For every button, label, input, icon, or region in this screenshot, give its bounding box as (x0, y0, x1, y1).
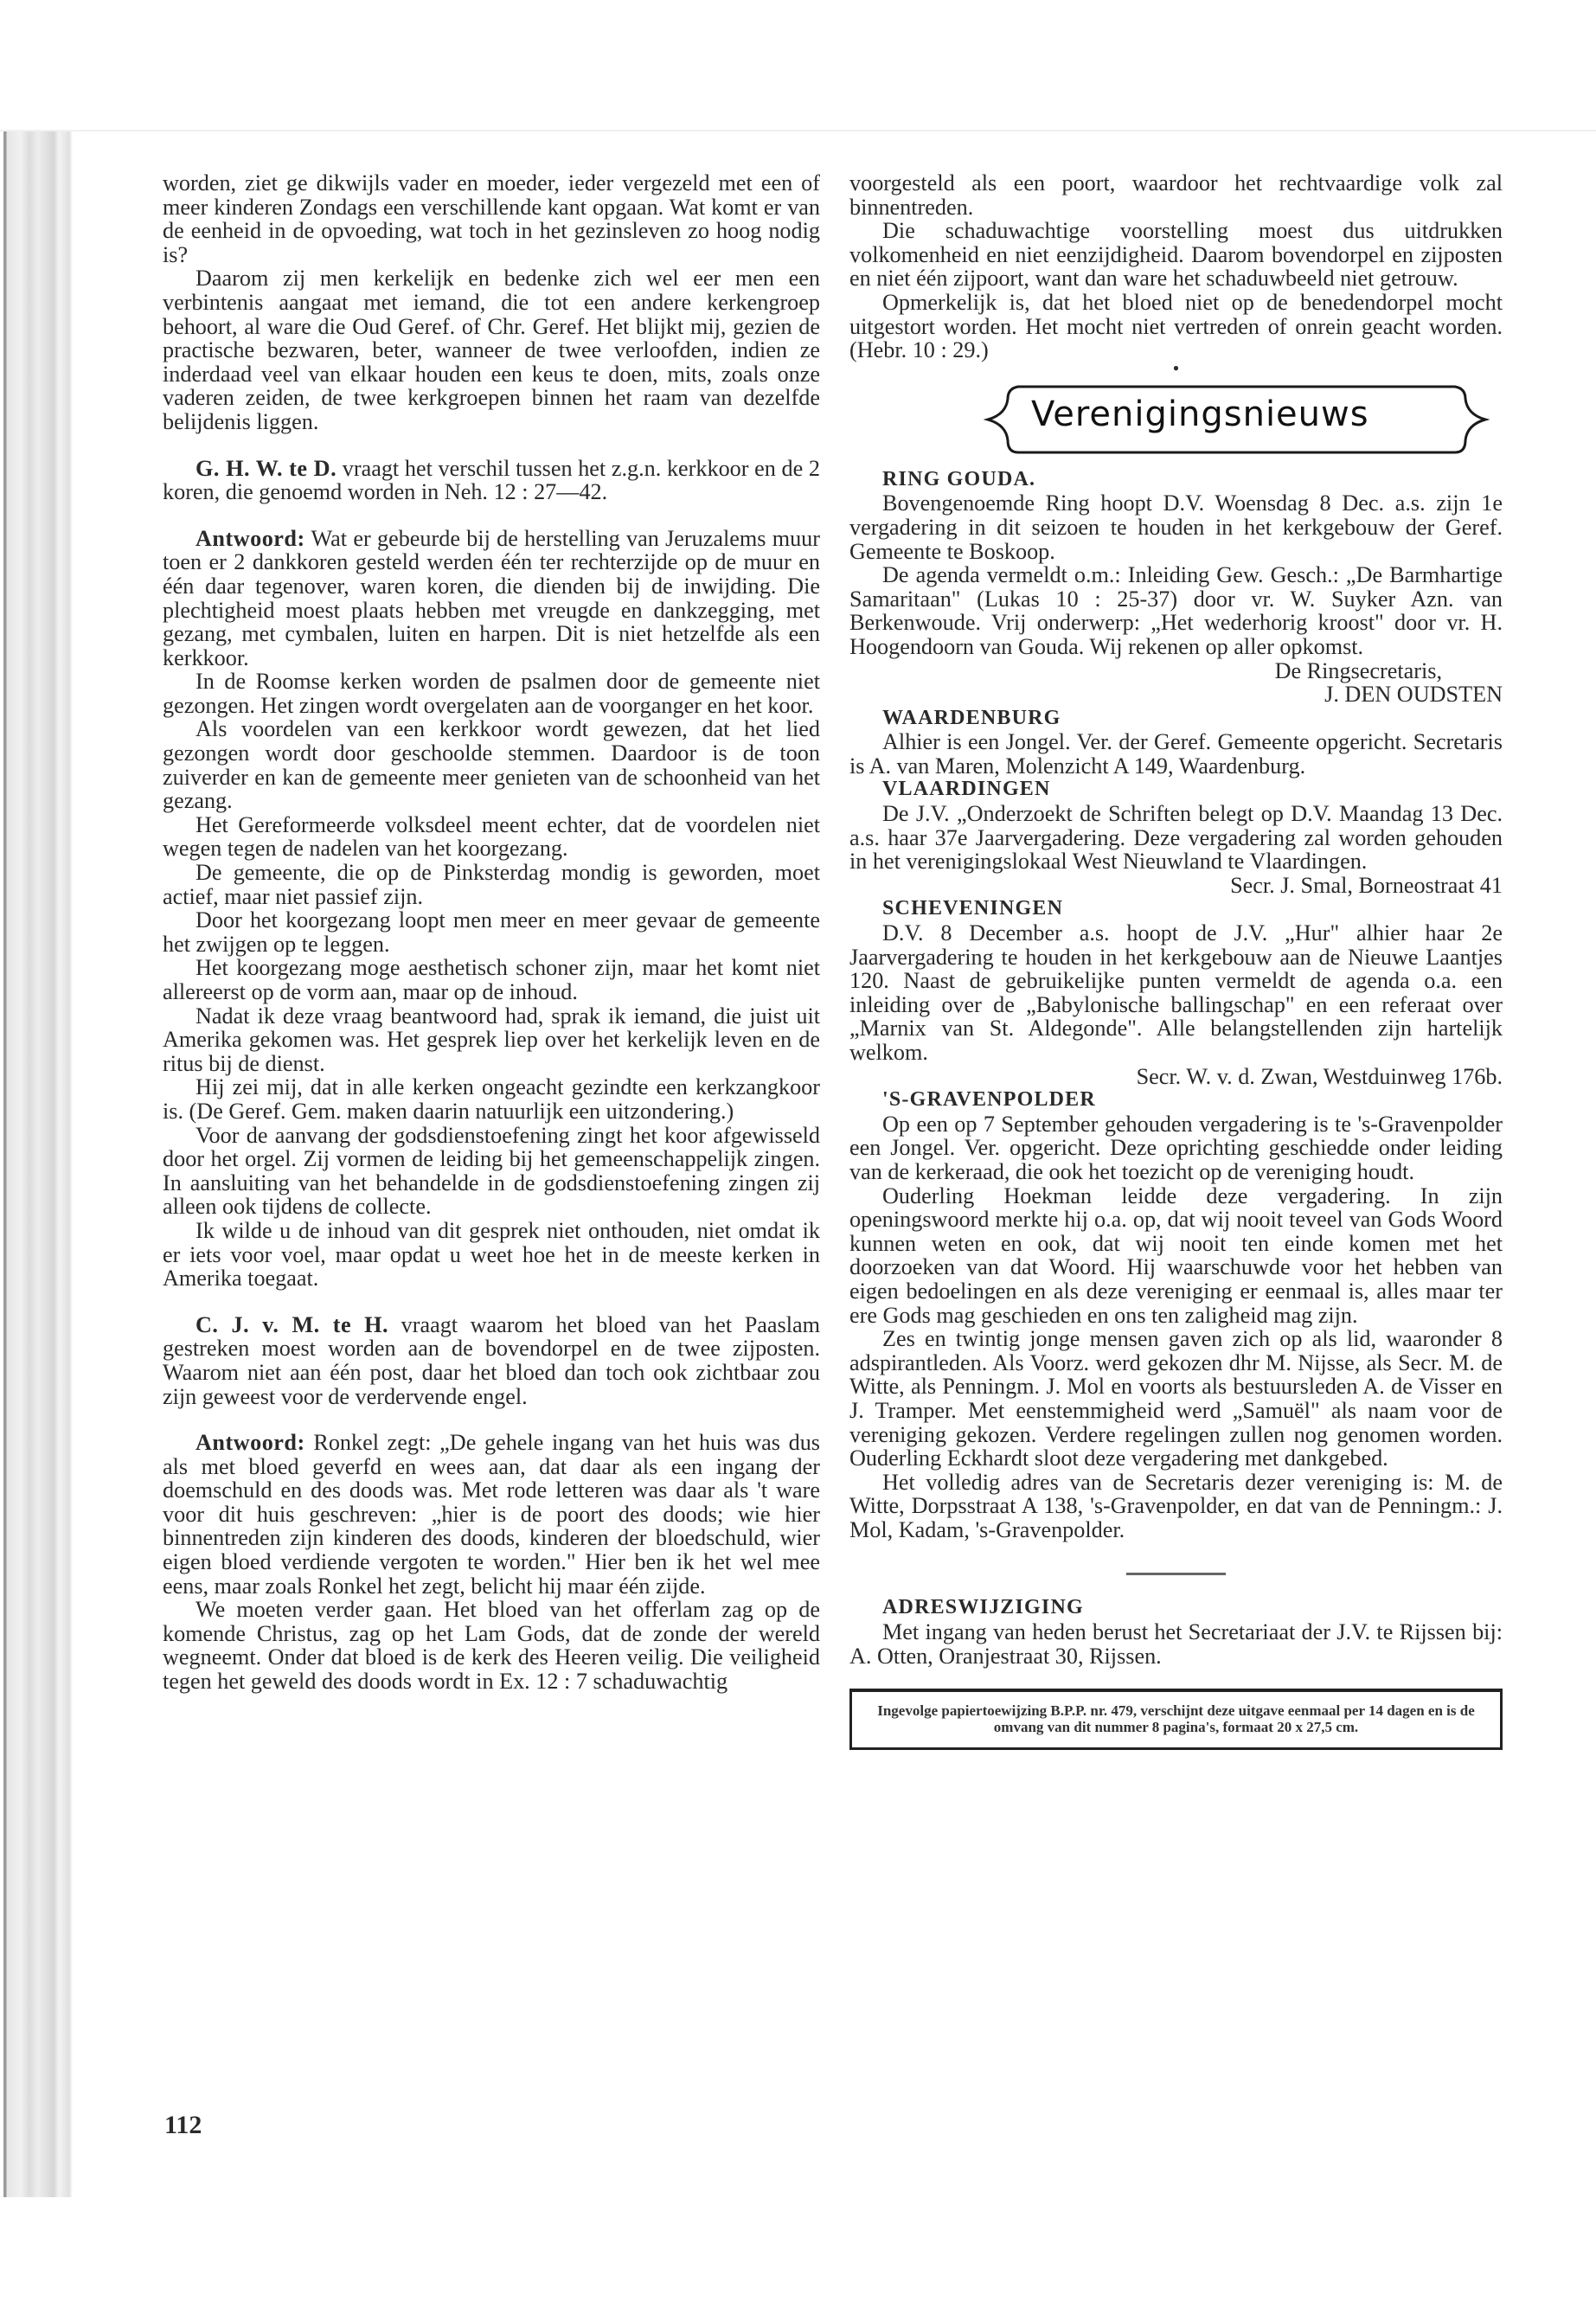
paragraph-text: Ronkel zegt: „De gehele ingang van het huis was dus als met bloed geverfd en wees aan, dat daar als een ingang der doemschuld en des doods was. Met rode letteren was daar als 't ware voor dit huis geschreven: „hier is de poort des doods; wie hier binnentreden zijn kinderen des doods, kinderen der bloedschuld, wier eigen bloed verdiende vergoten te worden." Hier ben ik het wel mee eens, maar zoals Ronkel het zegt, belicht hij maar één zijde. (163, 1430, 820, 1599)
paragraph (163, 1004, 820, 1076)
news-item (849, 1088, 1503, 1541)
paragraph (163, 266, 820, 433)
news-heading: RING GOUDA. (882, 467, 1036, 490)
paragraph (163, 717, 820, 812)
news-signature: Secr. J. Smal, Borneostraat 41 (1230, 872, 1503, 898)
page-number: 112 (164, 2111, 202, 2139)
left-column (163, 171, 820, 1694)
paragraph (163, 956, 820, 1003)
news-signature: De Ringsecretaris, (1274, 657, 1442, 683)
news-paragraph: De J.V. „Onderzoekt de Schriften belegt op D.V. Maandag 13 Dec. a.s. haar 37e Jaarvergadering. Deze vergadering zal worden gehouden in het verenigingslokaal West Nieuwland te Vlaardingen. (849, 801, 1503, 875)
address-change-text: Met ingang van heden berust het Secretariaat der J.V. te Rijssen bij: A. Otten, Oranjestraat 30, Rijssen. (849, 1619, 1503, 1669)
right-intro-text (849, 171, 1503, 362)
question-lead: Antwoord: (195, 1430, 305, 1456)
paragraph-text: We moeten verder gaan. Het bloed van het offerlam zag op de komende Christus, zag op het Lam Gods, dat de zonde der wereld wegneemt. Onder dat bloed is de kerk des Heeren veilig. Die veiligheid tegen het geweld des doods wordt in Ex. 12 : 7 schaduwachtig (163, 1597, 820, 1695)
news-paragraph: Het volledig adres van de Secretaris dezer vereniging is: M. de Witte, Dorpsstraat A 138, 's-Gravenpolder, en dat van de Penningm.: J. Mol, Kadam, 's-Gravenpolder. (849, 1469, 1503, 1542)
right-column (849, 171, 1503, 1750)
paragraph-text: Ik wilde u de inhoud van dit gesprek niet onthouden, niet omdat ik er iets voor voel, maar opdat u weet hoe het in de meeste kerken in Amerika toegaat. (163, 1217, 820, 1292)
paper-allocation-notice: Ingevolge papiertoewijzing B.P.P. nr. 479, verschijnt deze uitgave eenmaal per 14 dagen en is de omvang van dit nummer 8 pagina's, formaat 20 x 27,5 cm. (849, 1689, 1503, 1750)
news-heading: WAARDENBURG (882, 706, 1061, 729)
paragraph-text: Hij zei mij, dat in alle kerken ongeacht gezindte een kerkzangkoor is. (De Geref. Gem. maken daarin natuurlijk een uitzondering.) (163, 1074, 820, 1124)
paragraph-text: worden, ziet ge dikwijls vader en moeder, ieder vergezeld met een of meer kinderen Zondags een verschillende kant opgaan. Wat komt er van de eenheid in de opvoeding, wat toch in het gezinsleven zo hoog nodig is? (163, 170, 820, 267)
news-item (849, 778, 1503, 897)
section-divider (1126, 1573, 1226, 1575)
section-banner-title: Verenigingsnieuws (1031, 394, 1369, 434)
news-signature: Secr. W. v. d. Zwan, Westduinweg 176b. (1136, 1063, 1503, 1089)
paragraph-text: Het Gereformeerde volksdeel meent echter, dat de voordelen niet wegen tegen de nadelen van het koorgezang. (163, 811, 820, 862)
news-item (849, 468, 1503, 707)
paragraph (163, 908, 820, 956)
section-banner (849, 380, 1503, 459)
paragraph (163, 1219, 820, 1291)
news-signature: J. DEN OUDSTEN (1324, 682, 1503, 708)
paragraph (163, 861, 820, 908)
news-item (849, 707, 1503, 779)
paragraph-text: Voor de aanvang der godsdienstoefening zingt het koor afgewisseld door het orgel. Zij vormen de leiding bij het gemeenschappelijk zingen. In aansluiting van het behandelde in de godsdienstoefening zingen zij alleen ook tijdens de collecte. (163, 1122, 820, 1220)
news-heading: SCHEVENINGEN (882, 897, 1064, 920)
question-lead: C. J. v. M. te H. (195, 1311, 389, 1337)
paragraph (163, 1313, 820, 1408)
paragraph-text: Daarom zij men kerkelijk en bedenke zich wel eer men een verbintenis aangaat met iemand, die tot een andere kerkengroep behoort, al ware die Oud Geref. of Chr. Geref. Het blijkt mij, gezien de practische bezwaren, beter, wanneer de twee verloofden, indien ze inderdaad veel van elkaar houden een keus te doen, mits, zoals onze vaderen zeiden, de twee kerkgroepen binnen het raam van dezelfde belijdenis liggen. (163, 266, 820, 434)
page-top-edge (0, 130, 1596, 131)
paragraph-text: Door het koorgezang loopt men meer en meer gevaar de gemeente het zwijgen op te leggen. (163, 907, 820, 957)
paragraph (163, 1124, 820, 1219)
paragraph-text: Als voordelen van een kerkkoor wordt gewezen, dat het lied gezongen wordt door geschoolde stemmen. Daardoor is de toon zuiverder en kan de gemeente meer genieten van de schoonheid van het gezang. (163, 716, 820, 814)
news-list (849, 468, 1503, 1542)
paragraph-text: vraagt waarom het bloed van het Paaslam gestreken moest worden aan de bovendorpel en de twee zijposten. Waarom niet aan één post, daar het bloed dan toch ook zichtbaar zou zijn geweest voor de verdervende engel. (163, 1311, 820, 1409)
address-change-heading: ADRESWIJZIGING (882, 1596, 1084, 1619)
separator-bullet: • (1172, 356, 1180, 379)
paragraph-text: In de Roomse kerken worden de psalmen door de gemeente niet gezongen. Het zingen wordt overgelaten aan de voorganger en het koor. (163, 669, 820, 718)
paragraph (163, 171, 820, 266)
paragraph-text: Het koorgezang moge aesthetisch schoner zijn, maar het komt niet allereerst op de vorm aan, maar op de inhoud. (163, 955, 820, 1004)
paragraph (163, 1075, 820, 1123)
paragraph-text: Nadat ik deze vraag beantwoord had, sprak ik iemand, die juist uit Amerika gekomen was. Het gesprek liep over het kerkelijk leven en de ritus bij de dienst. (163, 1003, 820, 1076)
paragraph (163, 670, 820, 717)
question-lead: G. H. W. te D. (195, 455, 337, 481)
paragraph-text: De gemeente, die op de Pinksterdag mondig is geworden, moet actief, maar niet passief zijn. (163, 860, 820, 909)
paragraph-text: Wat er gebeurde bij de herstelling van Jeruzalems muur toen er 2 dankkoren gesteld werden één ter rechterzijde op de muur en één daar tegenover, waren koren, die dienden bij de inwijding. Die plechtigheid moest plaats hebben met vreugde en dankzegging, met gezang, met cymbalen, luiten en harpen. Dit is niet hetzelfde als een kerkkoor. (163, 525, 820, 670)
paragraph (163, 1598, 820, 1693)
paragraph (163, 527, 820, 670)
news-paragraph: De agenda vermeldt o.m.: Inleiding Gew. Gesch.: „De Barmhartige Samaritaan" (Lukas 10 : 25-37) door vr. W. Suyker Azn. van Berkenwoude. Vrij onderwerp: „Het wederhorig kroost" door vr. H. Hoogendoorn van Gouda. Wij rekenen op aller opkomst. (849, 562, 1503, 659)
paragraph: voorgesteld als een poort, waardoor het rechtvaardige volk zal binnentreden. (849, 170, 1503, 220)
page-binding-shadow (3, 130, 73, 2197)
paragraph: Opmerkelijk is, dat het bloed niet op de benedendorpel mocht uitgestort worden. Het mocht niet vertreden of onrein geacht worden. (Hebr. 10 : 29.) (849, 289, 1503, 363)
paragraph (163, 457, 820, 504)
news-heading: VLAARDINGEN (882, 778, 1051, 801)
paragraph-text: vraagt het verschil tussen het z.g.n. kerkkoor en de 2 koren, die genoemd worden in Neh. 12 : 27—42. (163, 455, 820, 505)
news-paragraph: Ouderling Hoekman leidde deze vergadering. In zijn openingswoord merkte hij o.a. op, dat wij nooit teveel van Gods Woord kunnen weten en ook, dat wij nooit ten einde komen met het doorzoeken van dat Woord. Hij waarschuwde voor het hebben van eigen bedoelingen en als deze vereniging er eenmaal is, alles maar ter ere Gods mag geschieden en ons ten zaligheid mag zijn. (849, 1183, 1503, 1328)
news-paragraph: Op een op 7 September gehouden vergadering is te 's-Gravenpolder een Jongel. Ver. opgericht. Deze oprichting geschiedde onder leiding van de kerkeraad, die ook het toezicht op de vereniging houdt. (849, 1111, 1503, 1184)
news-paragraph: Bovengenoemde Ring hoopt D.V. Woensdag 8 Dec. a.s. zijn 1e vergadering in dit seizoen te houden in het kerkgebouw der Geref. Gemeente te Boskoop. (849, 490, 1503, 564)
news-paragraph: Zes en twintig jonge mensen gaven zich op als lid, waaronder 8 adspirantleden. Als Voorz. werd gekozen dhr M. Nijsse, als Secr. M. de Witte, als Penningm. J. Mol en voorts als bestuursleden A. de Visser en J. Tramper. Met eenstemmigheid werd „Samuël" als naam voor de vereniging gekozen. Verdere regelingen zullen nog genomen worden. Ouderling Eckhardt sloot deze vergadering met dankgebed. (849, 1326, 1503, 1471)
question-lead: Antwoord: (195, 525, 305, 551)
news-paragraph: Alhier is een Jongel. Ver. der Geref. Gemeente opgericht. Secretaris is A. van Maren, Molenzicht A 149, Waardenburg. (849, 729, 1503, 779)
news-heading: 'S-GRAVENPOLDER (882, 1088, 1096, 1112)
paragraph: Die schaduwachtige voorstelling moest dus uitdrukken volkomenheid en niet eenzijdigheid. Daarom bovendorpel en zijposten en niet één zijpoort, want dan ware het schaduwbeeld niet getrouw. (849, 218, 1503, 292)
news-paragraph: D.V. 8 December a.s. hoopt de J.V. „Hur" alhier haar 2e Jaarvergadering te houden in het kerkgebouw aan de Nieuwe Laantjes 120. Naast de gebruikelijke punten vermeldt de agenda o.a. een inleiding over de „Babylonische ballingschap" en een referaat over „Marnix van St. Aldegonde". Alle belangstellenden zijn hartelijk welkom. (849, 920, 1503, 1065)
paragraph (163, 1431, 820, 1598)
paragraph (163, 813, 820, 861)
news-item (849, 897, 1503, 1088)
